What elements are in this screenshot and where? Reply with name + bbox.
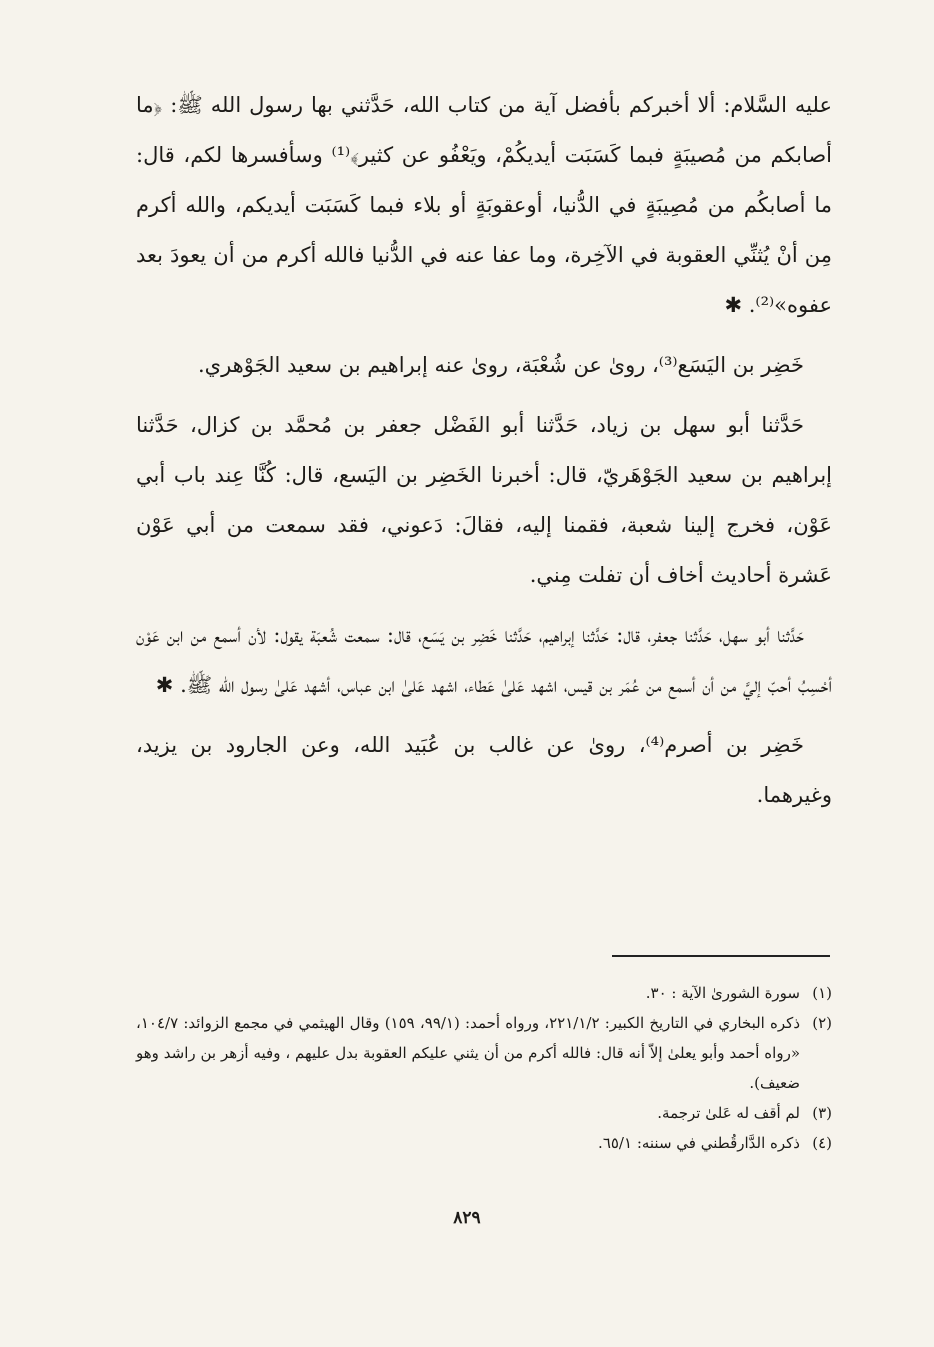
footnote-number: (٣): [812, 1104, 832, 1122]
footnote-number: (١): [812, 984, 832, 1002]
footnote-text: سورة الشورىٰ الآية : ٣٠.: [645, 984, 800, 1002]
paragraph-4: حَدَّثنا أبو سهل، حَدَّثنا جعفر، قال: حَدَّثنا إبراهيم، حَدَّثنا خَضِر بن يَسَع، قال: سمعت شُعبَة يقول: لأن أسمع من ابن عَوْن أحْسِبُ أحبّ إليَّ من أن أسمع من عُمَر بن قيس، اشهد عَلىٰ عَطاء، اشهد عَلىٰ ابن عباس، أشهد عَلىٰ رسول الله ﷺ. ✱: [136, 623, 832, 697]
footnote-1: [136, 978, 832, 1008]
footnote-2: [136, 1008, 832, 1098]
footnote-3: [136, 1098, 832, 1128]
footnote-text: ذكره البخاري في التاريخ الكبير: ٢٢١/١/٢، ورواه أحمد: (٩٩/١، ١٥٩) وقال الهيثمي في مجمع الزوائد: ١٠٤/٧، «رواه أحمد وأبو يعلىٰ إلاّ أنه قال: فالله أكرم من أن يثني عليكم العقوبة بدل عليهم ، وفيه أزهر بن راشد وهو ضعيف).: [136, 1014, 800, 1092]
footnote-number: (٤): [812, 1134, 832, 1152]
footnote-4: [136, 1128, 832, 1158]
footnote-divider: [612, 955, 830, 957]
paragraph-5: خَضِر بن أصرم⁽⁴⁾، روىٰ عن غالب بن عُبَيد الله، وعن الجارود بن يزيد، وغيرهما.: [136, 733, 832, 807]
main-text: [136, 80, 832, 830]
paragraph-3: حَدَّثنا أبو سهل بن زياد، حَدَّثنا أبو الفَضْل جعفر بن مُحمَّد بن كزال، حَدَّثنا إبراهيم بن سعيد الجَوْهَريّ، قال: أخبرنا الخَضِر بن اليَسع، قال: كُنَّا عِند باب أبي عَوْن، فخرج إلينا شعبة، فقمنا إليه، فقالَ: دَعوني، فقد سمعت من أبي عَوْن عَشرة أحاديث أخاف أن تفلت مِني.: [136, 413, 832, 587]
footnote-text: لم أقف له عَلىٰ ترجمة.: [657, 1104, 800, 1122]
footnotes: [136, 978, 832, 1158]
paragraph-2: خَضِر بن اليَسَع⁽³⁾، روىٰ عن شُعْبَة، روىٰ عنه إبراهيم بن سعيد الجَوْهري.: [197, 353, 804, 377]
page-number: ٨٢٩: [453, 1208, 481, 1228]
footnote-text: ذكره الدَّارقُطني في سننه: ٦٥/١.: [598, 1134, 800, 1152]
paragraph-1: عليه السَّلام: ألا أخبركم بأفضل آية من كتاب الله، حَدَّثني بها رسول الله ﷺ: ﴿ما أصابكم من مُصيبَةٍ فبما كَسَبَت أيديكُمْ، ويَعْفُو عن كثير﴾⁽¹⁾ وسأفسرها لكم، قال: ما أصابكُم من مُصِيبَةٍ في الدُّنيا، أوعقوبَةٍ أو بلاء فبما كَسَبَت أيديكم، والله أكرم مِن أنْ يُثنِّي العقوبة في الآخِرة، وما عفا عنه في الدُّنيا فالله أكرم من أن يعودَ بعد عفوه»⁽²⁾. ✱: [136, 93, 833, 317]
footnote-number: (٢): [812, 1014, 832, 1032]
